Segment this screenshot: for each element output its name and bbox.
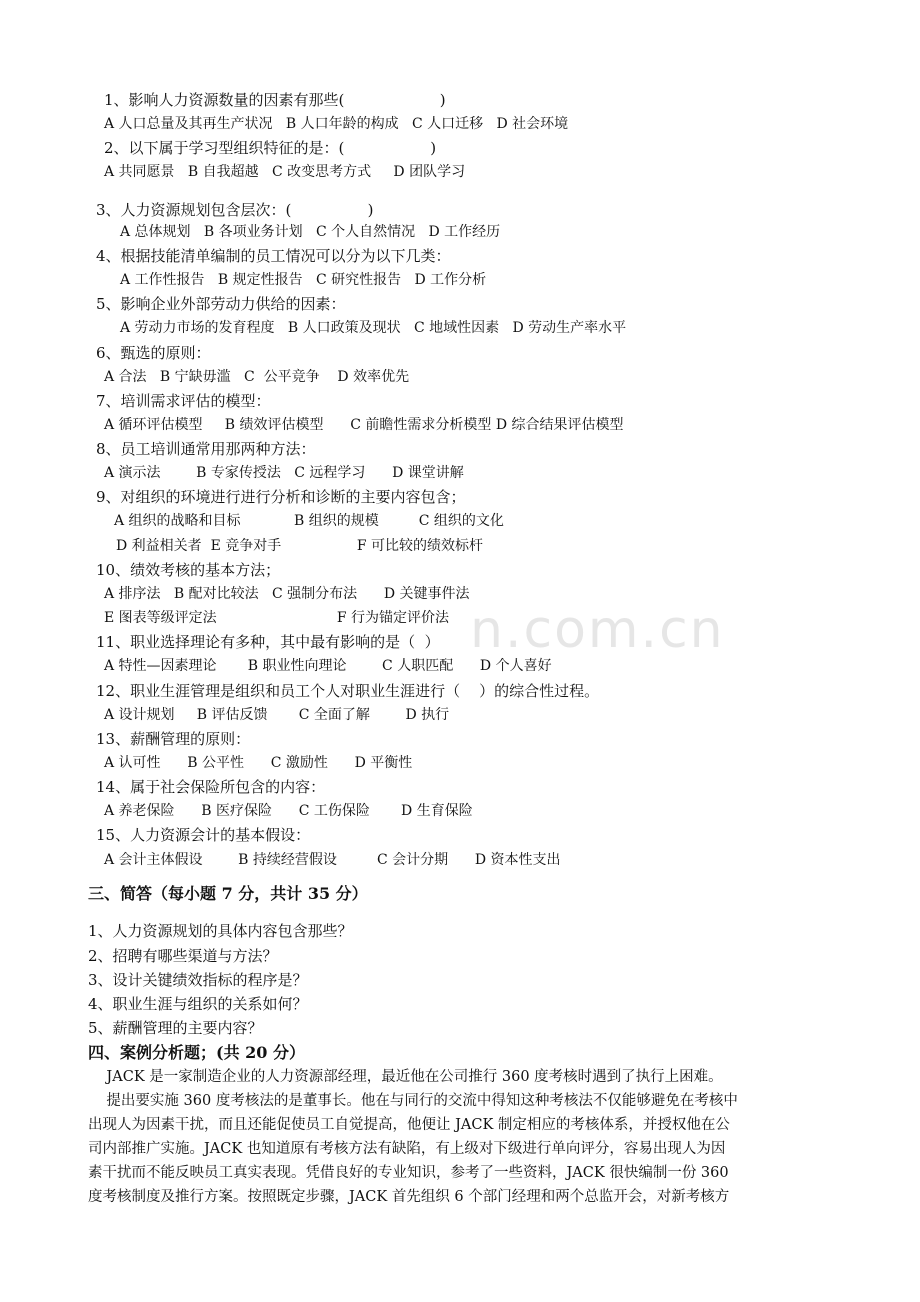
case-paragraph-line-2: 提出要实施 360 度考核法的是董事长。他在与同行的交流中得知这种考核法不仅能够避免在考核中 [88,1093,738,1109]
case-paragraph-line-6: 度考核制度及推行方案。按照既定步骤，JACK 首先组织 6 个部门经理和两个总监开会，对新考核方 [88,1189,730,1205]
question-2-options: A 共同愿景 B 自我超越 C 改变思考方式 D 团队学习 [104,164,466,180]
question-14: 14、属于社会保险所包含的内容： [96,778,326,796]
case-paragraph-line-4: 司内部推广实施。JACK 也知道原有考核方法有缺陷，有上级对下级进行单向评分，容易出现人为因 [88,1141,726,1157]
short-answer-1: 1、人力资源规划的具体内容包含那些？ [88,922,353,940]
question-13: 13、薪酬管理的原则： [96,730,251,748]
question-14-options: A 养老保险 B 医疗保险 C 工伤保险 D 生育保险 [104,803,473,819]
question-1-options: A 人口总量及其再生产状况 B 人口年龄的构成 C 人口迁移 D 社会环境 [104,116,569,132]
question-3: 3、人力资源规划包含层次：( ) [96,201,374,219]
case-paragraph-line-5: 素干扰而不能反映员工真实表现。凭借良好的专业知识，参考了一些资料，JACK 很快编制一份 360 [88,1165,729,1181]
watermark: n.com.cn [470,600,725,660]
question-12: 12、职业生涯管理是组织和员工个人对职业生涯进行（ ）的综合性过程。 [96,682,600,700]
question-8-options: A 演示法 B 专家传授法 C 远程学习 D 课堂讲解 [104,465,464,481]
question-12-options: A 设计规划 B 评估反馈 C 全面了解 D 执行 [104,707,450,723]
question-10: 10、绩效考核的基本方法； [96,561,281,579]
question-6: 6、甄选的原则： [96,344,211,362]
short-answer-3: 3、设计关键绩效指标的程序是？ [88,971,308,989]
question-4-options: A 工作性报告 B 规定性报告 C 研究性报告 D 工作分析 [120,272,487,288]
question-7: 7、培训需求评估的模型： [96,392,271,410]
question-13-options: A 认可性 B 公平性 C 激励性 D 平衡性 [104,755,413,771]
question-9: 9、对组织的环境进行进行分析和诊断的主要内容包含； [96,488,466,506]
question-11: 11、职业选择理论有多种，其中最有影响的是（ ） [96,633,440,651]
question-9-options-2: D 利益相关者 E 竞争对手 F 可比较的绩效标杆 [116,538,484,554]
section-3-title: 三、简答（每小题 7 分，共计 35 分） [88,884,368,903]
question-6-options: A 合法 B 宁缺毋滥 C 公平竞争 D 效率优先 [104,369,410,385]
question-10-options-1: A 排序法 B 配对比较法 C 强制分布法 D 关键事件法 [104,586,470,602]
case-paragraph-line-3: 出现人为因素干扰，而且还能促使员工自觉提高，他便让 JACK 制定相应的考核体系，并授权他在公 [88,1117,730,1133]
question-5: 5、影响企业外部劳动力供给的因素： [96,295,346,313]
question-9-options-1: A 组织的战略和目标 B 组织的规模 C 组织的文化 [114,513,504,529]
question-2: 2、以下属于学习型组织特征的是：( ) [104,139,437,157]
question-15: 15、人力资源会计的基本假设： [96,826,311,844]
question-8: 8、员工培训通常用那两种方法： [96,440,316,458]
short-answer-4: 4、职业生涯与组织的关系如何？ [88,995,308,1013]
question-1: 1、影响人力资源数量的因素有那些( ) [104,91,446,109]
question-5-options: A 劳动力市场的发育程度 B 人口政策及现状 C 地域性因素 D 劳动生产率水平 [120,320,627,336]
section-4-title: 四、案例分析题；(共 20 分） [88,1043,305,1062]
question-10-options-2: E 图表等级评定法 F 行为锚定评价法 [104,610,449,626]
question-11-options: A 特性—因素理论 B 职业性向理论 C 人职匹配 D 个人喜好 [104,658,552,674]
question-4: 4、根据技能清单编制的员工情况可以分为以下几类： [96,247,451,265]
question-15-options: A 会计主体假设 B 持续经营假设 C 会计分期 D 资本性支出 [104,852,561,868]
short-answer-5: 5、薪酬管理的主要内容？ [88,1019,263,1037]
question-7-options: A 循环评估模型 B 绩效评估模型 C 前瞻性需求分析模型 D 综合结果评估模型 [104,417,624,433]
short-answer-2: 2、招聘有哪些渠道与方法？ [88,947,278,965]
case-paragraph-line-1: JACK 是一家制造企业的人力资源部经理，最近他在公司推行 360 度考核时遇到了执行上困难。 [88,1069,723,1085]
question-3-options: A 总体规划 B 各项业务计划 C 个人自然情况 D 工作经历 [120,224,501,240]
